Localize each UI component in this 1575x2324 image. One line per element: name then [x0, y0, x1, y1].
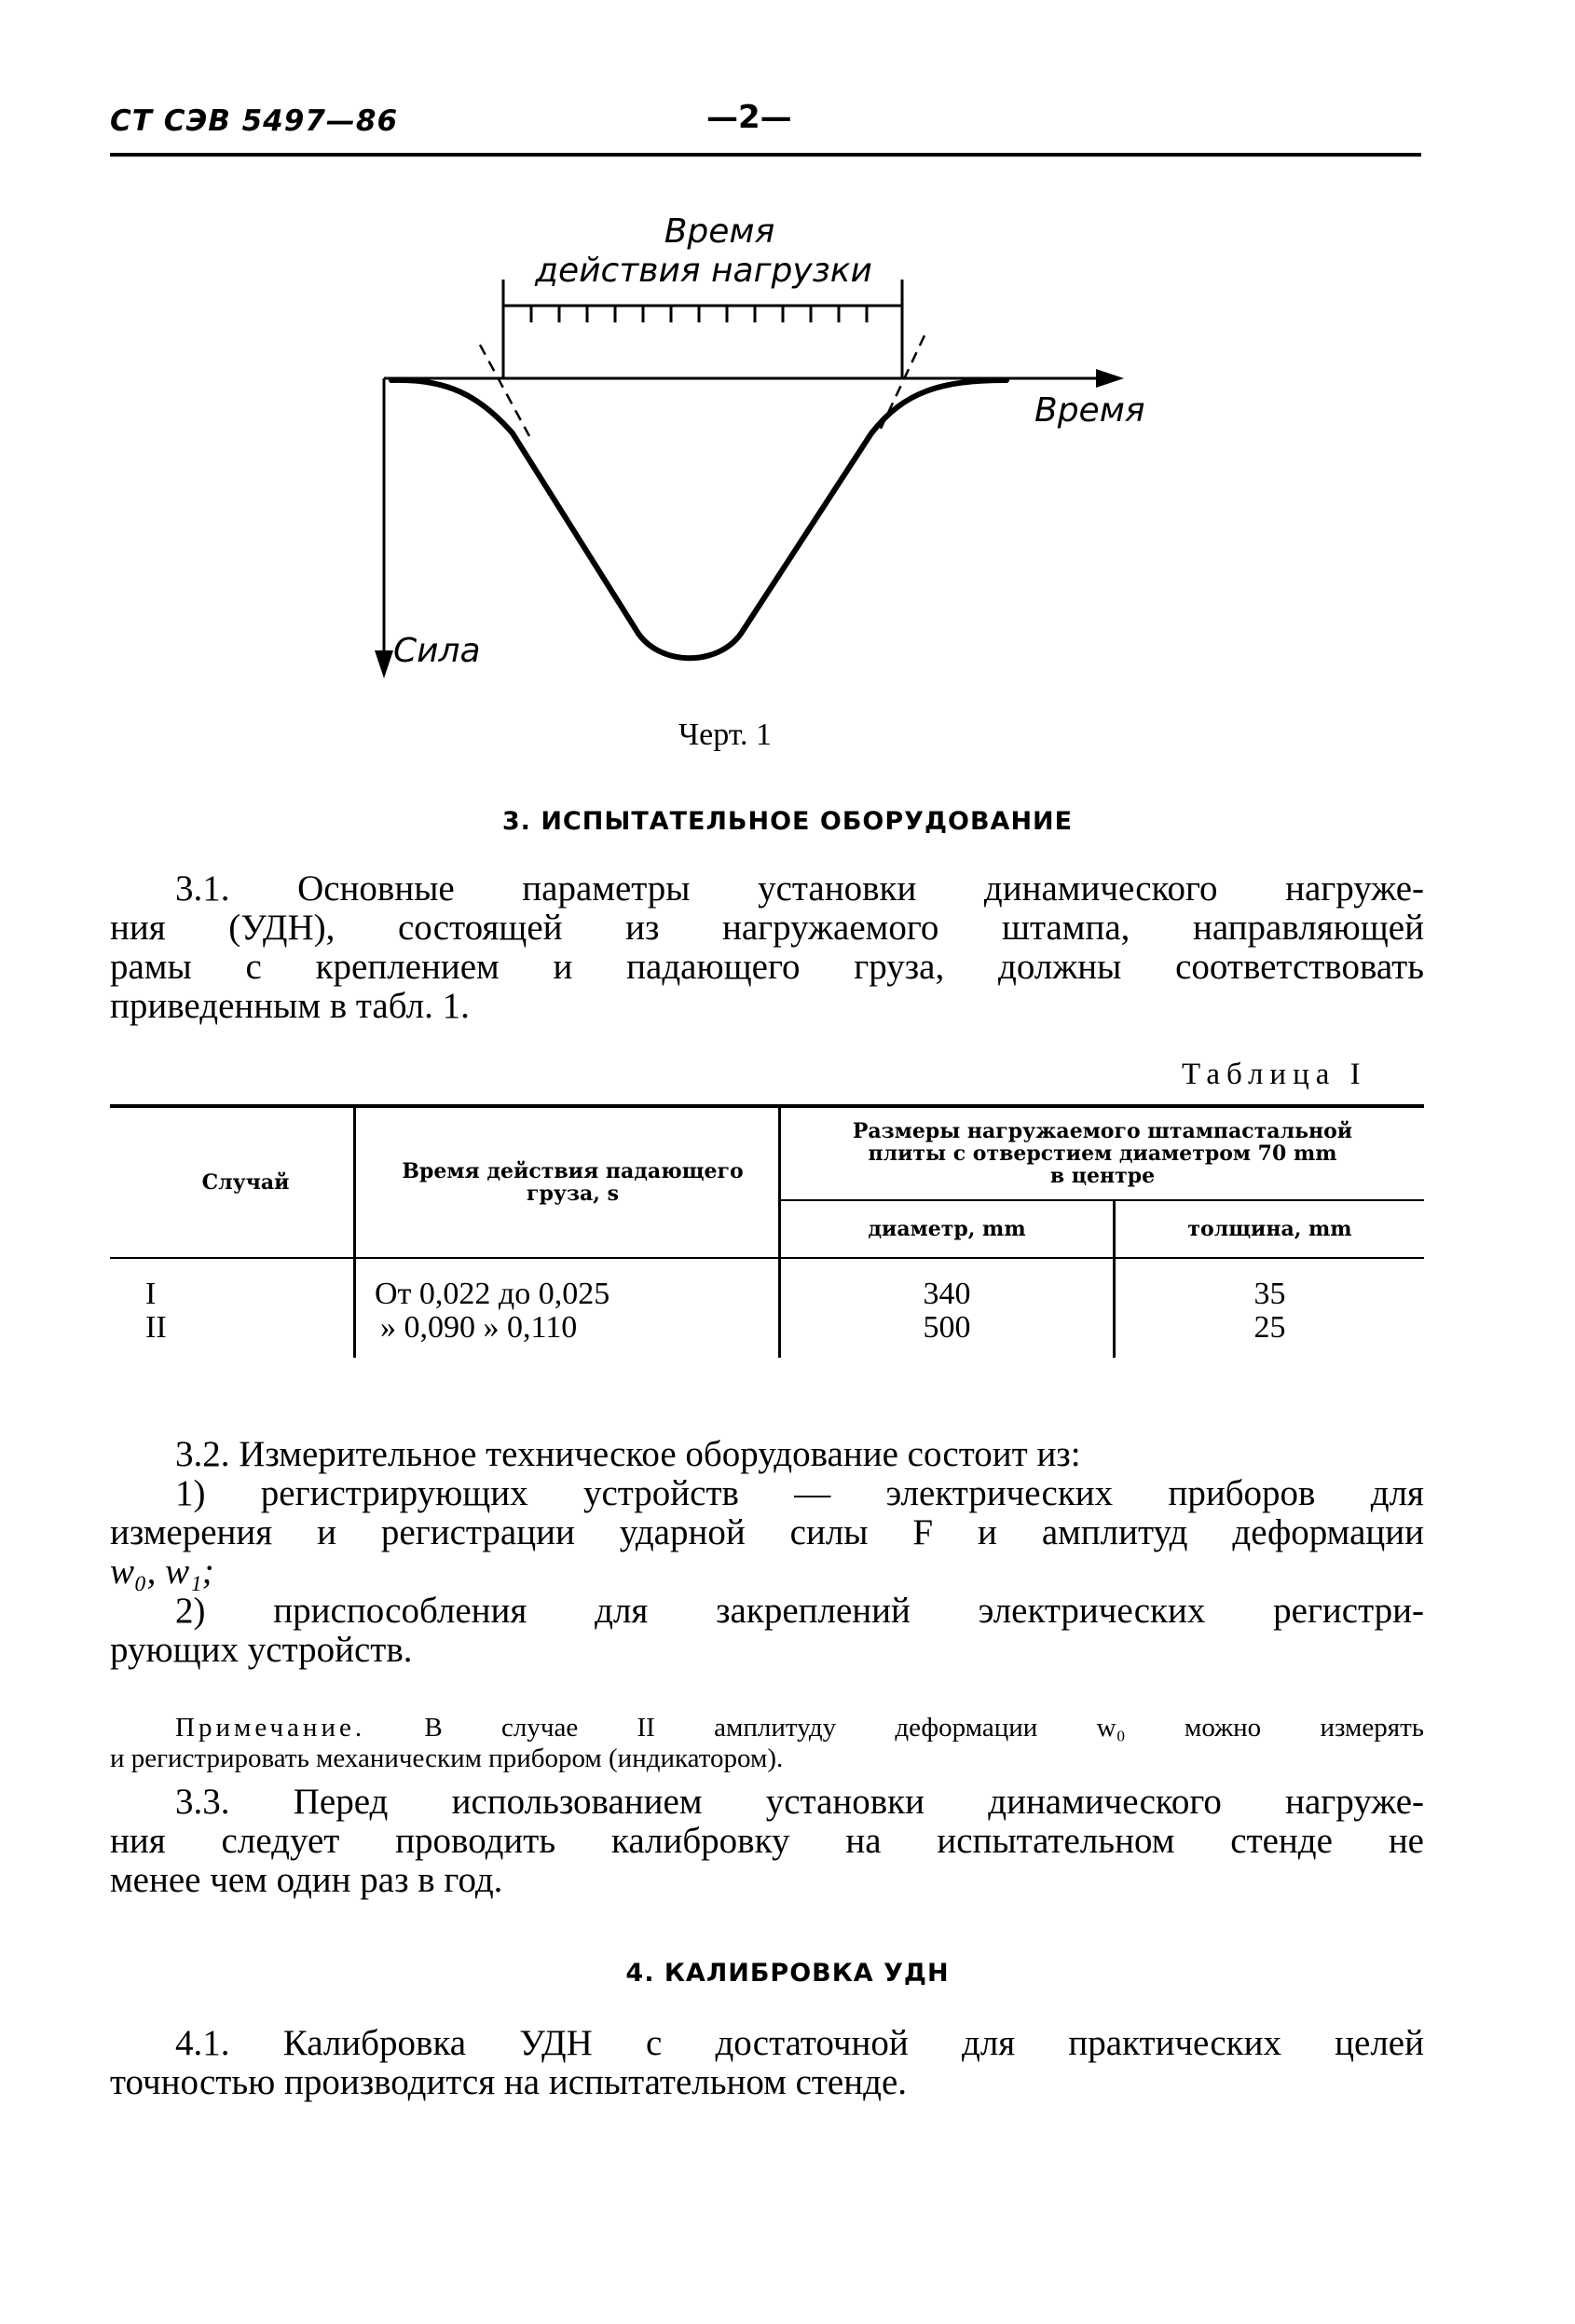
- paragraph-line: 3.1. Основные параметры установки динамического нагруже-: [175, 868, 1424, 909]
- header-time: Время действия падающего груза, s: [355, 1106, 780, 1258]
- paragraph-3-2: [110, 1435, 1424, 1670]
- page-number: —2—: [706, 99, 792, 136]
- load-duration-bracket: [503, 280, 902, 378]
- header-plate-dimensions: [780, 1106, 1425, 1200]
- case-value: I: [145, 1277, 157, 1311]
- case-value: II: [145, 1310, 167, 1345]
- figure-top-label-2: действия нагрузки: [535, 252, 872, 290]
- paragraph-line: ния следует проводить калибровку на испытательном стенде не: [110, 1821, 1424, 1861]
- figure-top-label-1: Время: [664, 212, 775, 251]
- paragraph-line: ния (УДН), состоящей из нагружаемого штампа, направляющей: [110, 908, 1424, 948]
- header-group-line: в центре: [1049, 1164, 1156, 1188]
- note-line: и регистрировать механическим прибором (индикатором).: [110, 1743, 784, 1773]
- cell-case: [110, 1258, 355, 1358]
- note: [110, 1713, 1424, 1774]
- paragraph-line: приведенным в табл. 1.: [110, 986, 470, 1026]
- time-value: » 0,090 » 0,110: [380, 1310, 578, 1345]
- diameter-value: 500: [923, 1310, 971, 1345]
- paragraph-line: точностью производится на испытательном стенде.: [110, 2062, 908, 2102]
- paragraph-3-3: [110, 1783, 1424, 1900]
- paragraph-line: 4.1. Калибровка УДН с достаточной для практических целей: [175, 2023, 1424, 2063]
- header-group-line: Размеры нагружаемого штампастальной: [852, 1119, 1353, 1143]
- paragraph-line: рамы с креплением и падающего груза, должны соответствовать: [110, 947, 1424, 987]
- thickness-value: 35: [1253, 1277, 1286, 1311]
- section-3-title: 3. ИСПЫТАТЕЛЬНОЕ ОБОРУДОВАНИЕ: [501, 807, 1074, 836]
- y-axis-label: Сила: [393, 632, 481, 670]
- header-rule: [110, 153, 1421, 157]
- header-diameter: диаметр, mm: [780, 1200, 1115, 1258]
- paragraph-line: 1) регистрирующих устройств — электрических приборов для: [175, 1473, 1424, 1513]
- load-curve: [391, 380, 1007, 658]
- table-label: Таблица I: [1182, 1058, 1367, 1091]
- note-text: В случае II амплитуду деформации w₀ можно измерять: [424, 1713, 1425, 1743]
- paragraph-4-1: [110, 2024, 1424, 2102]
- standard-code: СТ СЭВ 5497—86: [110, 104, 399, 138]
- diameter-value: 340: [923, 1277, 971, 1311]
- paragraph-line: 3.2. Измерительное техническое оборудование состоит из:: [175, 1434, 1081, 1474]
- paragraph-line: рующих устройств.: [110, 1630, 413, 1670]
- table-row: [110, 1258, 1424, 1358]
- header-case: Случай: [201, 1170, 290, 1195]
- paragraph-line: менее чем один раз в год.: [110, 1860, 503, 1900]
- paragraph-line: 3.3. Перед использованием установки динамического нагруже-: [175, 1782, 1424, 1822]
- time-axis: [384, 369, 1124, 388]
- paragraph-line: 2) приспособления для закреплений электрических регистри-: [175, 1591, 1424, 1631]
- paragraph-line: w₀, w₁;: [110, 1552, 214, 1592]
- time-value: От 0,022 до 0,025: [375, 1277, 610, 1311]
- header-group-line: плиты с отверстием диаметром 70 mm: [868, 1141, 1337, 1166]
- figure-caption: Черт. 1: [678, 718, 773, 752]
- tangent-marks: [480, 335, 924, 436]
- note-label: Примечание.: [175, 1713, 366, 1743]
- paragraph-3-1: [110, 869, 1424, 1026]
- thickness-value: 25: [1253, 1310, 1286, 1345]
- x-axis-label: Время: [1034, 391, 1145, 430]
- cell-diameter: [780, 1258, 1115, 1358]
- section-4-title: 4. КАЛИБРОВКА УДН: [625, 1959, 950, 1988]
- load-time-figure: [354, 205, 1193, 708]
- cell-thickness: [1115, 1258, 1425, 1358]
- cell-time: [355, 1258, 780, 1358]
- force-axis: [375, 378, 393, 678]
- paragraph-line: измерения и регистрации ударной силы F и амплитуд деформации: [110, 1512, 1424, 1552]
- note-line: [110, 1713, 1424, 1743]
- header-thickness: толщина, mm: [1115, 1200, 1425, 1258]
- parameters-table: [110, 1104, 1424, 1358]
